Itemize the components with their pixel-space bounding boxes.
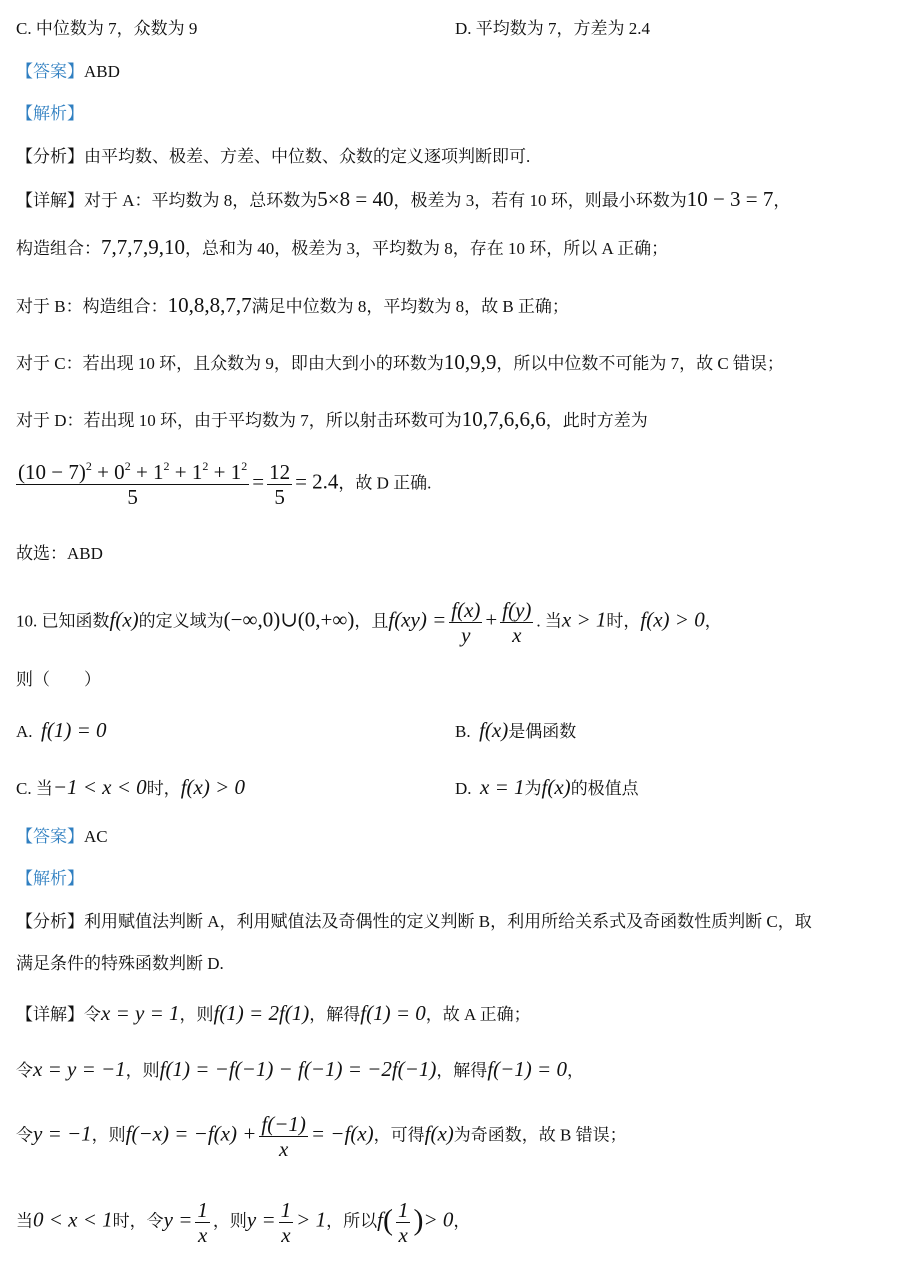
- math: y =: [163, 1207, 193, 1232]
- math: f: [377, 1207, 383, 1232]
- text: ，故 A 正确；: [425, 1005, 531, 1024]
- q9-guxuan: 故选：ABD: [16, 544, 103, 563]
- q10-stem: [16, 598, 722, 647]
- text: 令: [16, 1125, 33, 1145]
- math: +: [485, 607, 498, 632]
- math: 10,9,9: [443, 350, 497, 374]
- text: 为: [524, 779, 542, 798]
- fenxi-tag: 【分析】: [16, 912, 84, 931]
- option-label: B.: [455, 722, 471, 741]
- q10-option-a: [16, 718, 107, 744]
- q10-detail-line-3: [16, 1112, 627, 1161]
- math: = −f(x): [310, 1121, 374, 1146]
- fenxi-tag: 【分析】: [16, 147, 84, 166]
- math: f(x): [424, 1121, 454, 1146]
- q10-ze: 则（ ）: [16, 670, 101, 689]
- q10-option-d: [455, 775, 639, 801]
- text: ，则: [179, 1005, 214, 1024]
- q10-answer: [16, 825, 108, 849]
- math: 0 < x < 1: [33, 1207, 113, 1232]
- math: + 1: [169, 460, 203, 484]
- text: ，解得: [309, 1005, 361, 1024]
- exponent: 2: [85, 459, 92, 473]
- text: ，总和为 40，极差为 3，平均数为 8，存在 10 环，所以 A 正确；: [185, 239, 669, 258]
- q9-option-c: [16, 17, 197, 41]
- math: f(1) = 0: [41, 718, 107, 742]
- math: (x): [115, 607, 139, 632]
- option-text: 平均数为 7，方差为 2.4: [475, 19, 651, 38]
- denominator: x: [198, 1223, 208, 1248]
- fraction: [267, 460, 292, 509]
- text: 对于 A：平均数为 8，总环数为: [84, 191, 318, 210]
- fraction: [396, 1198, 411, 1247]
- math: 7,7,7,9,10: [101, 235, 185, 259]
- q9-detail-line-2: [16, 235, 668, 261]
- text: 时，: [606, 611, 641, 631]
- text: ，: [453, 1211, 471, 1231]
- math: f(x): [541, 775, 571, 799]
- fraction: [449, 598, 482, 647]
- q9-detail-line-1: [16, 187, 790, 213]
- math: f(xy) =: [388, 607, 447, 632]
- fraction: [195, 1198, 210, 1247]
- math: > 0: [423, 1207, 454, 1232]
- paren-right: ): [413, 1203, 424, 1237]
- q10-option-b: [455, 718, 576, 744]
- option-label: C.: [16, 779, 32, 798]
- text: ，则: [125, 1061, 160, 1080]
- text: 对于 C：若出现 10 环，且众数为 9，即由大到小的环数为: [16, 354, 444, 373]
- denominator: x: [398, 1223, 408, 1248]
- math: (−∞,0)∪(0,+∞): [223, 607, 355, 632]
- text: ，: [704, 611, 722, 631]
- numerator: 1: [280, 1198, 292, 1222]
- exponent: 2: [124, 459, 131, 473]
- math: + 0: [91, 460, 125, 484]
- answer-tag: 【答案】: [16, 827, 84, 846]
- math: f(x): [479, 718, 509, 742]
- text: 构造组合：: [16, 239, 101, 258]
- q10-detail-line-2: [16, 1057, 584, 1083]
- math: f(x) > 0: [640, 607, 705, 632]
- q9-detail-line-4: [16, 350, 784, 376]
- xiangjie-tag: 【详解】: [16, 191, 84, 210]
- q9-detail-line-5: [16, 407, 648, 433]
- text: 令: [16, 1061, 33, 1080]
- q9-detail-line-3: [16, 293, 569, 319]
- option-label: D.: [455, 779, 472, 798]
- numerator: f(x): [451, 598, 481, 622]
- text: ，此时方差为: [545, 411, 648, 430]
- math: + 1: [208, 460, 242, 484]
- math: f(1) = −f(−1) − f(−1) = −2f(−1): [159, 1057, 437, 1081]
- q9-option-d: [455, 17, 650, 41]
- numerator: 12: [269, 460, 291, 484]
- text: ，: [566, 1061, 584, 1080]
- text: ，则: [212, 1211, 247, 1231]
- math: −1 < x < 0: [52, 775, 147, 799]
- denominator: y: [461, 623, 471, 648]
- text: ，极差为 3，若有 10 环，则最小环数为: [393, 191, 687, 210]
- math: f(−1) = 0: [487, 1057, 567, 1081]
- text: 时，令: [112, 1211, 164, 1231]
- text: 对于 B：构造组合：: [16, 297, 168, 316]
- math: 5×8 = 40: [317, 187, 394, 211]
- fenxi-text: 由平均数、极差、方差、中位数、众数的定义逐项判断即可.: [84, 147, 531, 166]
- denominator: 5: [127, 485, 138, 510]
- math: f(1) = 2f(1): [213, 1001, 310, 1025]
- math: x = y = −1: [33, 1057, 126, 1081]
- text: 当: [16, 1211, 33, 1231]
- math: > 1: [296, 1207, 327, 1232]
- answer-value: ABD: [84, 62, 120, 81]
- math: x = y = 1: [101, 1001, 180, 1025]
- option-label: D.: [455, 19, 472, 38]
- text: 是偶函数: [508, 722, 577, 741]
- q9-answer: [16, 60, 120, 84]
- q10-fenxi-line-2: 满足条件的特殊函数判断 D.: [16, 954, 224, 973]
- exponent: 2: [202, 459, 209, 473]
- text: ，故 D 正确.: [338, 473, 432, 493]
- q9-variance-formula: [16, 460, 431, 509]
- math: x > 1: [561, 607, 607, 632]
- math: f: [109, 607, 116, 632]
- math: 10 − 3 = 7: [686, 187, 774, 211]
- option-label: A.: [16, 722, 33, 741]
- numerator: f(−1): [261, 1112, 306, 1136]
- text: ，且: [354, 611, 389, 631]
- answer-tag: 【答案】: [16, 62, 84, 81]
- text: ，解得: [436, 1061, 488, 1080]
- text: 为奇函数，故 B 错误；: [453, 1125, 627, 1145]
- math: 10,8,8,7,7: [167, 293, 252, 317]
- text: . 当: [536, 611, 562, 631]
- text: ，: [773, 191, 791, 210]
- math: (10 − 7): [18, 460, 86, 484]
- text: 当: [35, 779, 53, 798]
- q10-option-c: [16, 775, 245, 801]
- denominator: x: [281, 1223, 291, 1248]
- xiangjie-tag: 【详解】: [16, 1005, 84, 1024]
- paren-left: (: [382, 1203, 393, 1237]
- q10-detail-line-4: [16, 1198, 470, 1247]
- denominator: 5: [274, 485, 285, 510]
- option-label: C.: [16, 19, 32, 38]
- text: 的极值点: [570, 779, 639, 798]
- text: 满足中位数为 8，平均数为 8，故 B 正确；: [251, 297, 569, 316]
- fraction: [16, 460, 249, 509]
- math: =: [252, 469, 265, 494]
- answer-value: AC: [84, 827, 108, 846]
- fenxi-text: 利用赋值法判断 A，利用赋值法及奇偶性的定义判断 B，利用所给关系式及奇函数性质判断 C，取: [84, 912, 812, 931]
- math: = 2.4: [295, 469, 339, 494]
- math: f(−x) = −f(x) +: [125, 1121, 257, 1146]
- denominator: x: [512, 623, 522, 648]
- math: y = −1: [33, 1121, 92, 1146]
- math: + 1: [130, 460, 164, 484]
- fraction: [500, 598, 533, 647]
- q9-fenxi: [16, 145, 530, 169]
- text: 令: [84, 1005, 101, 1024]
- text: ，可得: [373, 1125, 425, 1145]
- fraction: [259, 1112, 308, 1161]
- math: f(x) > 0: [180, 775, 245, 799]
- text: 的定义域为: [138, 611, 224, 631]
- text: 时，: [146, 779, 181, 798]
- numerator: [16, 460, 249, 485]
- q10-analysis-tag: 【解析】: [16, 869, 84, 888]
- numerator: 1: [197, 1198, 208, 1222]
- math: 10,7,6,6,6: [461, 407, 546, 431]
- math: y =: [246, 1207, 276, 1232]
- numerator: f(y): [502, 598, 532, 622]
- math: f(1) = 0: [360, 1001, 426, 1025]
- numerator: 1: [397, 1198, 409, 1222]
- text: ，所以: [326, 1211, 378, 1231]
- denominator: x: [278, 1137, 289, 1162]
- q9-analysis-tag: 【解析】: [16, 104, 84, 123]
- math: x = 1: [480, 775, 525, 799]
- q10-fenxi-line-1: [16, 910, 812, 934]
- q10-detail-line-1: [16, 1001, 531, 1027]
- fraction: [279, 1198, 294, 1247]
- text: 对于 D：若出现 10 环，由于平均数为 7，所以射击环数可为: [16, 411, 462, 430]
- text: ，所以中位数不可能为 7，故 C 错误；: [496, 354, 784, 373]
- text: ，则: [91, 1125, 126, 1145]
- option-text: 中位数为 7，众数为 9: [35, 19, 198, 38]
- question-number: 10. 已知函数: [16, 611, 110, 631]
- exponent: 2: [241, 459, 248, 473]
- exponent: 2: [163, 459, 170, 473]
